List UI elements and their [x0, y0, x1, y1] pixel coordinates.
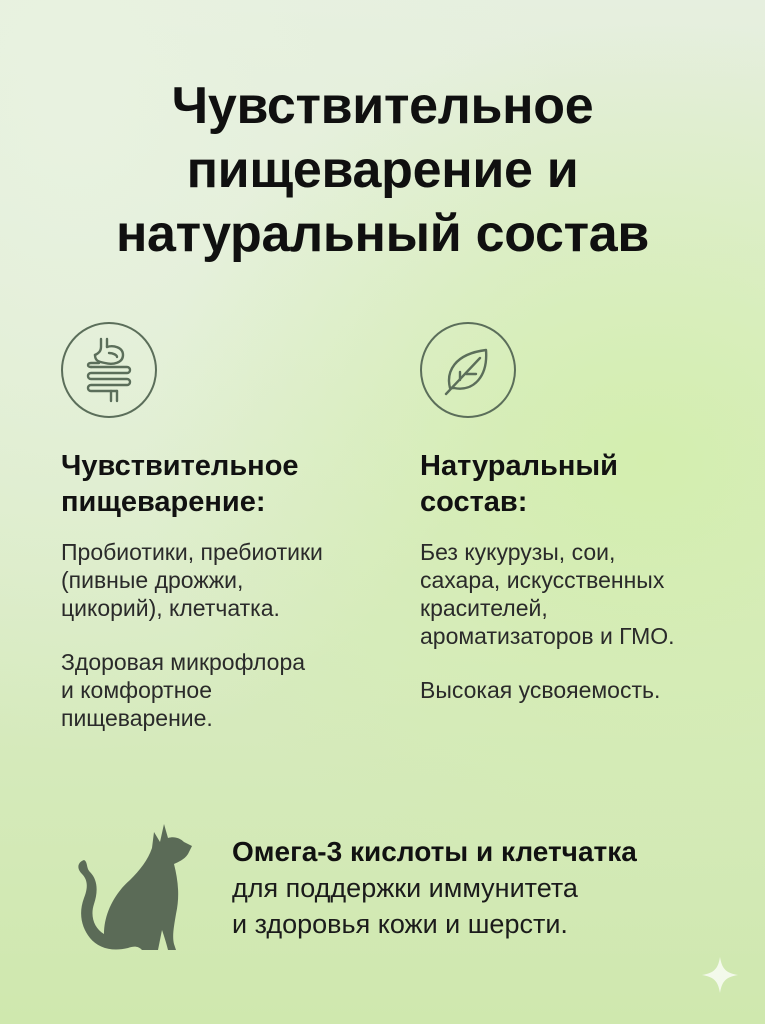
- natural-composition-column: [420, 448, 740, 730]
- title-line-3: натуральный состав: [115, 205, 650, 263]
- digestion-benefit-line-3: пищеварение.: [61, 705, 213, 731]
- omega-line-3: и здоровья кожи и шерсти.: [232, 909, 568, 939]
- natural-exclusions-line-2: сахара, искусственных: [420, 567, 665, 593]
- natural-exclusions-line-4: ароматизаторов и ГМО.: [420, 623, 675, 649]
- digestion-heading-line-2: пищеварение:: [61, 486, 266, 518]
- digestion-benefit-line-1: Здоровая микрофлора: [61, 649, 306, 675]
- digestion-benefit-line-2: и комфортное: [61, 677, 212, 703]
- natural-benefit: [420, 676, 740, 704]
- omega-heading: Омега-3 кислоты и клетчатка: [232, 836, 637, 867]
- sparkle-icon: [700, 955, 740, 995]
- natural-exclusions-line-1: Без кукурузы, сои,: [420, 539, 616, 565]
- digestion-ingredients: [61, 538, 391, 622]
- natural-exclusions: [420, 538, 740, 650]
- cat-icon: [68, 818, 198, 954]
- digestion-ingredients-line-1: Пробиотики, пребиотики: [61, 539, 323, 565]
- natural-heading-line-1: Натуральный: [420, 450, 618, 482]
- omega-line-2: для поддержки иммунитета: [232, 873, 578, 903]
- omega-benefit-block: [232, 834, 732, 942]
- digestion-heading-line-1: Чувствительное: [61, 450, 299, 482]
- digestion-heading: [61, 448, 391, 520]
- natural-heading-line-2: состав:: [420, 486, 528, 518]
- stomach-icon: [61, 322, 157, 418]
- digestion-ingredients-line-3: цикорий), клетчатка.: [61, 595, 280, 621]
- page-title: [0, 74, 765, 266]
- digestion-ingredients-line-2: (пивные дрожжи,: [61, 567, 244, 593]
- digestion-benefit: [61, 648, 391, 732]
- title-line-1: Чувствительное: [171, 77, 594, 135]
- natural-heading: [420, 448, 740, 520]
- natural-benefit-line-1: Высокая усвояемость.: [420, 677, 661, 703]
- leaf-icon: [420, 322, 516, 418]
- natural-exclusions-line-3: красителей,: [420, 595, 548, 621]
- digestion-column: [61, 448, 391, 758]
- title-line-2: пищеварение и: [186, 141, 579, 199]
